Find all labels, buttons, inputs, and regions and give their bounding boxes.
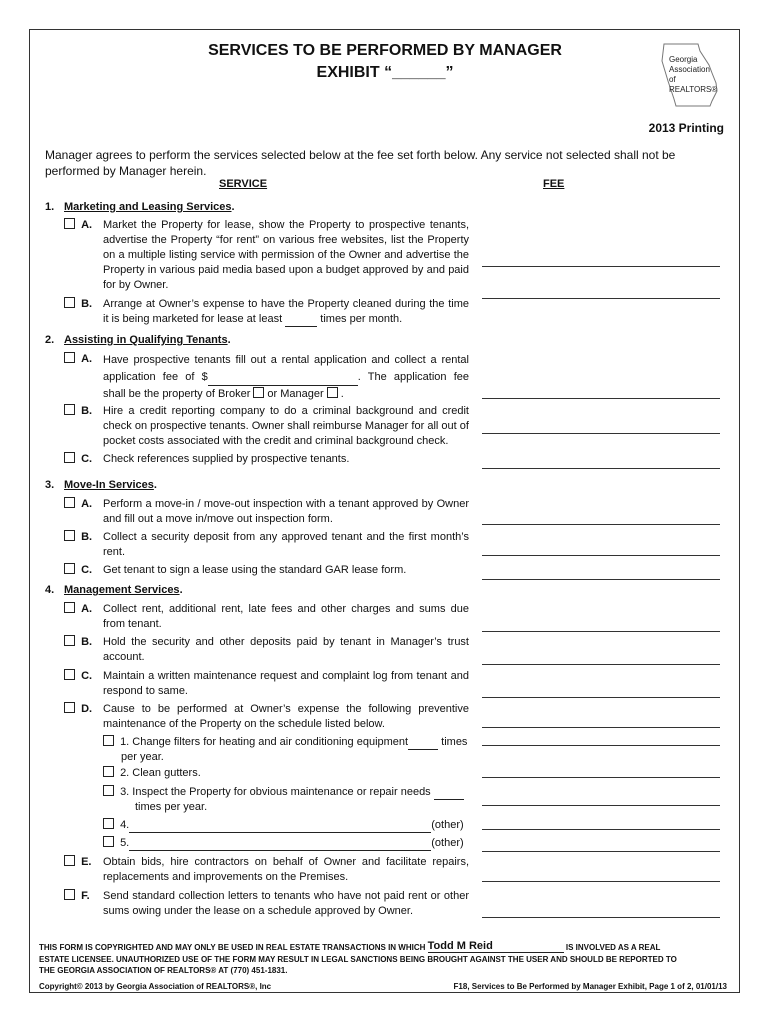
filter-times-field[interactable] <box>408 739 438 750</box>
service-item-4f: F. Send standard collection letters to tenants who have not paid rent or other sums owing under the lease on a schedule approved by Owner. <box>64 889 469 919</box>
service-item-4c: C. Maintain a written maintenance request and complaint log from tenant and respond to same. <box>64 669 469 699</box>
checkbox-3c[interactable] <box>64 563 75 574</box>
logo-line-1: Georgia <box>669 55 698 64</box>
fee-field-4c[interactable] <box>482 697 720 698</box>
checkbox-2b[interactable] <box>64 404 75 415</box>
fee-field-d4[interactable] <box>482 829 720 830</box>
item-text: Market the Property for lease, show the Property to prospective tenants, advertise the Property “for rent” on various free websites, list the Property on a multiple listing service with permission of the Owner and advertise the Property in various paid media based upon a budget approved by and paid for by Owner. <box>103 219 469 291</box>
times-per-month-field[interactable] <box>285 316 317 327</box>
service-item-2b: B. Hire a credit reporting company to do a criminal background and credit check on prospective tenants. Owner shall reimburse Manager for all out of pocket costs associated with the credit and criminal background check. <box>64 404 469 449</box>
checkbox-4a[interactable] <box>64 602 75 613</box>
fee-field-d3[interactable] <box>482 805 720 806</box>
checkbox-4d[interactable] <box>64 702 75 713</box>
printing-year: 2013 Printing <box>648 121 724 135</box>
fee-field-2a[interactable] <box>482 398 720 399</box>
copyright-notice: THIS FORM IS COPYRIGHTED AND MAY ONLY BE USED IN REAL ESTATE TRANSACTIONS IN WHICH Todd M Reid IS INVOLVED AS A REAL ESTATE LICENSEE. UNAUTHORIZED USE OF THE FORM MAY RESULT IN LEGAL SANCTIONS BEING BROUGHT AGAINST THE USER AND SHOULD BE REPORTED TO THE GEORGIA ASSOCIATION OF REALTORS® AT (770) 451-1831. <box>39 940 677 975</box>
checkbox-d2[interactable] <box>103 766 114 777</box>
checkbox-d1[interactable] <box>103 735 114 746</box>
other-service-field-5[interactable] <box>129 840 431 851</box>
footer-bar <box>39 981 727 992</box>
checkbox-fee-to-broker[interactable] <box>253 387 264 398</box>
checkbox-4b[interactable] <box>64 635 75 646</box>
section-title: Marketing and Leasing Services <box>64 201 232 213</box>
checkbox-2c[interactable] <box>64 452 75 463</box>
checkbox-3b[interactable] <box>64 530 75 541</box>
exhibit-label: EXHIBIT “______” <box>316 64 454 81</box>
fee-field-3a[interactable] <box>482 524 720 525</box>
fee-field-2c[interactable] <box>482 468 720 469</box>
section-qualifying: 2. Assisting in Qualifying Tenants. <box>45 334 231 346</box>
subitem-d1: 1. Change filters for heating and air conditioning equipment times per year. <box>103 735 473 765</box>
service-item-1b: B. Arrange at Owner’s expense to have the Property cleaned during the time it is being marketed for lease at least times per month. <box>64 297 469 327</box>
subitem-d4: 4. (other) <box>103 818 473 833</box>
copyright-line: Copyright© 2013 by Georgia Association of REALTORS®, Inc <box>39 982 272 991</box>
service-item-3a: A. Perform a move-in / move-out inspection with a tenant approved by Owner and fill out a move in/move out inspection form. <box>64 497 469 527</box>
checkbox-3a[interactable] <box>64 497 75 508</box>
fee-field-4d[interactable] <box>482 727 720 728</box>
intro-text: Manager agrees to perform the services selected below at the fee set forth below. Any service not selected shall not be performed by Manager herein. <box>45 148 676 178</box>
section-management: 4. Management Services. <box>45 584 183 596</box>
service-item-1a: A. Market the Property for lease, show the Property to prospective tenants, advertise the Property “for rent” on various free websites, list the Property on a multiple listing service with permission of the Owner and advertise the Property in various paid media based upon a budget approved by and paid for by Owner. <box>64 218 469 293</box>
subitem-d5: 5. (other) <box>103 836 473 851</box>
service-column-header: SERVICE <box>219 178 268 190</box>
logo-line-2: Association <box>669 65 710 74</box>
fee-field-1a[interactable] <box>482 266 720 267</box>
fee-field-d5[interactable] <box>482 851 720 852</box>
fee-field-d2[interactable] <box>482 777 720 778</box>
section-marketing: 1. Marketing and Leasing Services. <box>45 201 235 213</box>
service-item-4d: D. Cause to be performed at Owner’s expense the following preventive maintenance of the Property on the schedule listed below. <box>64 702 469 732</box>
fee-field-3c[interactable] <box>482 579 720 580</box>
checkbox-4e[interactable] <box>64 855 75 866</box>
subitem-d3: 3. Inspect the Property for obvious maintenance or repair needs times per year. <box>103 785 473 815</box>
service-item-2a: A. Have prospective tenants fill out a rental application and collect a rental application fee of $ . The application fee shall be the property of Broker or Manager . <box>64 352 469 403</box>
service-item-3c: C. Get tenant to sign a lease using the standard GAR lease form. <box>64 563 469 578</box>
fee-field-2b[interactable] <box>482 433 720 434</box>
section-number: 1. <box>45 201 55 213</box>
gar-logo <box>654 43 726 107</box>
service-item-4a: A. Collect rent, additional rent, late fees and other charges and sums due from tenant. <box>64 602 469 632</box>
checkbox-4c[interactable] <box>64 669 75 680</box>
checkbox-2a[interactable] <box>64 352 75 363</box>
checkbox-d5[interactable] <box>103 836 114 847</box>
application-fee-field[interactable] <box>208 375 358 386</box>
subitem-d2: 2. Clean gutters. <box>103 766 201 781</box>
logo-line-3: of REALTORS® <box>669 75 718 94</box>
fee-field-3b[interactable] <box>482 555 720 556</box>
section-move-in: 3. Move-In Services. <box>45 479 157 491</box>
fee-field-4a[interactable] <box>482 631 720 632</box>
service-item-3b: B. Collect a security deposit from any approved tenant and the first month’s rent. <box>64 530 469 560</box>
checkbox-4f[interactable] <box>64 889 75 900</box>
checkbox-1b[interactable] <box>64 297 75 308</box>
checkbox-fee-to-manager[interactable] <box>327 387 338 398</box>
fee-column-header: FEE <box>543 178 565 190</box>
page-title: SERVICES TO BE PERFORMED BY MANAGER <box>208 42 562 59</box>
fee-field-d1[interactable] <box>482 745 720 746</box>
licensee-name: Todd M Reid <box>428 941 564 953</box>
checkbox-1a[interactable] <box>64 218 75 229</box>
form-identifier: F18, Services to Be Performed by Manager Exhibit, Page 1 of 2, 01/01/13 <box>453 982 727 991</box>
fee-field-4e[interactable] <box>482 881 720 882</box>
fee-field-4b[interactable] <box>482 664 720 665</box>
service-item-2c: C. Check references supplied by prospective tenants. <box>64 452 469 467</box>
other-service-field-4[interactable] <box>129 822 431 833</box>
service-item-4b: B. Hold the security and other deposits paid by tenant in Manager’s trust account. <box>64 635 469 665</box>
fee-field-4f[interactable] <box>482 917 720 918</box>
inspect-times-field[interactable] <box>434 789 464 800</box>
fee-field-1b[interactable] <box>482 298 720 299</box>
service-item-4e: E. Obtain bids, hire contractors on behalf of Owner and facilitate repairs, replacements and improvements on the Premises. <box>64 855 469 885</box>
checkbox-d4[interactable] <box>103 818 114 829</box>
checkbox-d3[interactable] <box>103 785 114 796</box>
